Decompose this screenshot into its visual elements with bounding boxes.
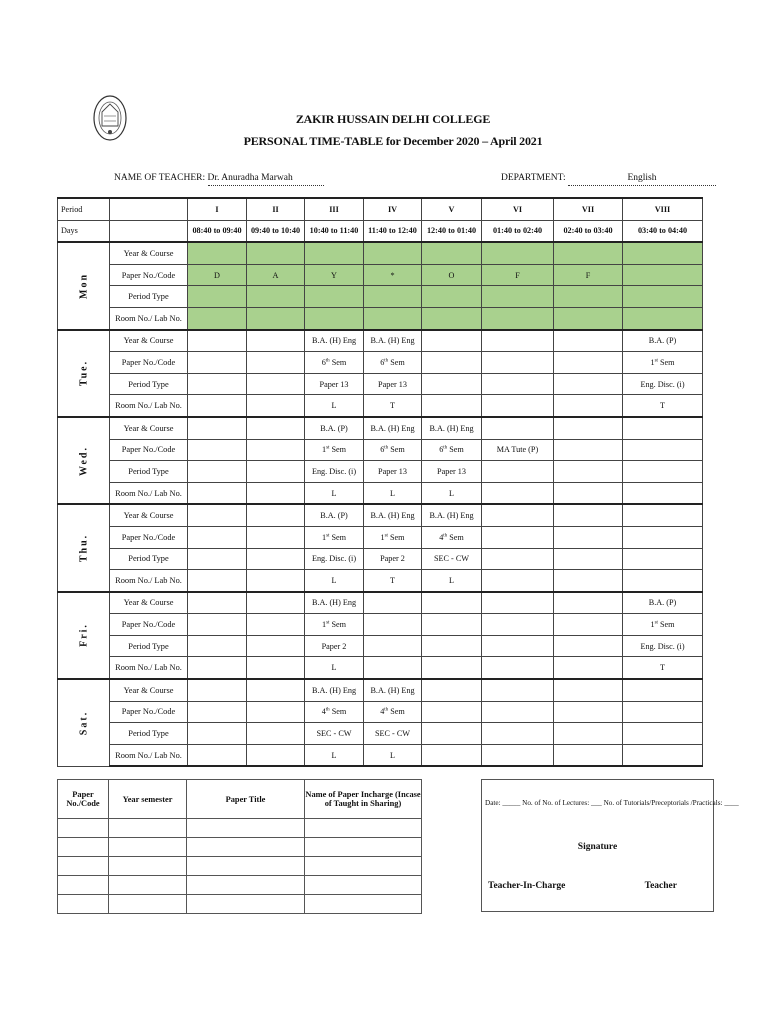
schedule-cell [247, 330, 305, 352]
schedule-cell: T [623, 657, 703, 679]
schedule-cell [554, 504, 623, 526]
schedule-cell [188, 723, 247, 745]
schedule-cell [482, 373, 554, 395]
schedule-cell [247, 657, 305, 679]
schedule-cell [247, 614, 305, 636]
schedule-cell [482, 417, 554, 439]
period-time-3: 10:40 to 11:40 [305, 220, 364, 242]
schedule-cell [554, 679, 623, 701]
schedule-cell: B.A. (P) [305, 504, 364, 526]
paper-table-row [58, 857, 422, 876]
schedule-cell [364, 286, 422, 308]
schedule-cell [482, 570, 554, 592]
paper-table-row [58, 895, 422, 914]
paper-table-header-3: Paper Title [187, 780, 305, 819]
row-label: Year & Course [110, 679, 188, 701]
paper-table-cell[interactable] [58, 819, 109, 838]
college-title: ZAKIR HUSSAIN DELHI COLLEGE [295, 112, 491, 126]
period-2: II [247, 198, 305, 220]
row-label: Period Type [110, 635, 188, 657]
paper-table-cell[interactable] [58, 857, 109, 876]
schedule-cell [554, 439, 623, 461]
paper-table-row [58, 819, 422, 838]
schedule-cell [247, 570, 305, 592]
schedule-cell [247, 723, 305, 745]
schedule-cell [188, 286, 247, 308]
schedule-cell [247, 395, 305, 417]
timetable-subtitle: PERSONAL TIME-TABLE for December 2020 – April 2021 [243, 134, 543, 148]
period-1: I [188, 198, 247, 220]
schedule-cell: L [364, 744, 422, 766]
schedule-cell [364, 307, 422, 329]
row-label: Year & Course [110, 242, 188, 264]
signature-box [481, 779, 739, 912]
schedule-cell [188, 504, 247, 526]
paper-table-cell[interactable] [305, 895, 422, 914]
lecture-count-line: Date: _____ No. of No. of Lectures: ___ No. of Tutorials/Preceptorials /Practicals: ____ [485, 799, 739, 807]
schedule-cell [482, 330, 554, 352]
schedule-cell [247, 526, 305, 548]
row-label: Paper No./Code [110, 352, 188, 374]
day-label: Thu. [78, 533, 89, 563]
schedule-cell: Eng. Disc. (i) [623, 635, 703, 657]
schedule-cell: Paper 13 [422, 461, 482, 483]
schedule-cell [623, 439, 703, 461]
schedule-cell: L [305, 482, 364, 504]
schedule-cell: 1st Sem [305, 439, 364, 461]
row-label: Period Type [110, 286, 188, 308]
schedule-cell [247, 504, 305, 526]
schedule-cell: * [364, 264, 422, 286]
paper-table-cell[interactable] [109, 857, 187, 876]
schedule-cell: D [188, 264, 247, 286]
schedule-cell [554, 592, 623, 614]
schedule-cell [623, 286, 703, 308]
schedule-cell: B.A. (H) Eng [305, 592, 364, 614]
period-header-blank [110, 198, 188, 220]
schedule-cell [482, 744, 554, 766]
schedule-cell [623, 242, 703, 264]
schedule-cell [623, 548, 703, 570]
schedule-cell [364, 614, 422, 636]
schedule-cell [247, 679, 305, 701]
schedule-cell: Paper 13 [364, 373, 422, 395]
schedule-cell [482, 286, 554, 308]
days-header-blank [110, 220, 188, 242]
schedule-cell: 1st Sem [623, 352, 703, 374]
schedule-cell [623, 526, 703, 548]
schedule-cell [482, 307, 554, 329]
schedule-cell: B.A. (H) Eng [422, 417, 482, 439]
schedule-cell [482, 526, 554, 548]
schedule-cell: Paper 2 [305, 635, 364, 657]
schedule-cell [623, 744, 703, 766]
schedule-cell [554, 723, 623, 745]
schedule-cell [305, 307, 364, 329]
teacher-label-sign: Teacher [644, 881, 677, 891]
schedule-cell: 6th Sem [305, 352, 364, 374]
schedule-cell [554, 242, 623, 264]
schedule-cell: L [364, 482, 422, 504]
row-label: Year & Course [110, 330, 188, 352]
row-label: Period Type [110, 373, 188, 395]
schedule-cell [188, 657, 247, 679]
schedule-cell [247, 352, 305, 374]
schedule-cell: T [364, 395, 422, 417]
row-label: Period Type [110, 461, 188, 483]
schedule-cell [188, 352, 247, 374]
schedule-cell: O [422, 264, 482, 286]
row-label: Paper No./Code [110, 264, 188, 286]
schedule-cell: B.A. (H) Eng [422, 504, 482, 526]
row-label: Year & Course [110, 417, 188, 439]
schedule-cell: F [482, 264, 554, 286]
row-label: Room No./ Lab No. [110, 395, 188, 417]
schedule-cell [554, 482, 623, 504]
schedule-cell [305, 286, 364, 308]
department-name: English [568, 173, 716, 186]
schedule-cell [188, 526, 247, 548]
schedule-cell: T [364, 570, 422, 592]
schedule-cell: Paper 13 [364, 461, 422, 483]
schedule-cell [554, 330, 623, 352]
schedule-cell [422, 330, 482, 352]
schedule-cell: B.A. (P) [305, 417, 364, 439]
schedule-cell [247, 286, 305, 308]
schedule-cell: B.A. (H) Eng [364, 330, 422, 352]
paper-table-cell[interactable] [187, 876, 305, 895]
schedule-cell [247, 461, 305, 483]
paper-table-cell[interactable] [58, 876, 109, 895]
schedule-cell [364, 242, 422, 264]
schedule-cell [422, 614, 482, 636]
schedule-cell [623, 264, 703, 286]
paper-table-cell[interactable] [187, 819, 305, 838]
paper-table-cell[interactable] [109, 895, 187, 914]
schedule-cell [554, 461, 623, 483]
schedule-cell: 1st Sem [364, 526, 422, 548]
schedule-cell [482, 352, 554, 374]
schedule-cell [422, 679, 482, 701]
schedule-cell [482, 482, 554, 504]
schedule-cell [554, 570, 623, 592]
schedule-cell [482, 614, 554, 636]
schedule-cell [188, 373, 247, 395]
schedule-cell [364, 635, 422, 657]
schedule-cell [482, 504, 554, 526]
day-cell-sat [58, 679, 110, 766]
period-time-6: 01:40 to 02:40 [482, 220, 554, 242]
schedule-cell [422, 352, 482, 374]
schedule-cell [482, 701, 554, 723]
period-6: VI [482, 198, 554, 220]
schedule-cell [554, 614, 623, 636]
paper-table-cell[interactable] [58, 895, 109, 914]
schedule-cell [188, 744, 247, 766]
schedule-cell [188, 570, 247, 592]
timetable-grid [57, 197, 703, 767]
schedule-cell [422, 744, 482, 766]
schedule-cell: 6th Sem [422, 439, 482, 461]
schedule-cell [623, 417, 703, 439]
row-label: Paper No./Code [110, 701, 188, 723]
period-7: VII [554, 198, 623, 220]
schedule-cell [188, 242, 247, 264]
schedule-cell [623, 307, 703, 329]
schedule-cell [188, 461, 247, 483]
schedule-cell [188, 439, 247, 461]
schedule-cell [422, 286, 482, 308]
schedule-cell: F [554, 264, 623, 286]
schedule-cell [623, 504, 703, 526]
schedule-cell [554, 744, 623, 766]
schedule-cell [422, 723, 482, 745]
row-label: Paper No./Code [110, 614, 188, 636]
schedule-cell [482, 242, 554, 264]
schedule-cell: L [305, 395, 364, 417]
schedule-cell [482, 723, 554, 745]
schedule-cell [247, 439, 305, 461]
schedule-cell [422, 373, 482, 395]
signature-label: Signature [577, 842, 618, 852]
day-label: Mon [78, 272, 89, 299]
schedule-cell: B.A. (H) Eng [364, 679, 422, 701]
schedule-cell [188, 614, 247, 636]
schedule-cell [482, 461, 554, 483]
paper-table-cell[interactable] [109, 819, 187, 838]
schedule-cell [247, 482, 305, 504]
day-label: Wed. [78, 445, 89, 476]
paper-table-cell[interactable] [187, 895, 305, 914]
schedule-cell: 1st Sem [623, 614, 703, 636]
row-label: Paper No./Code [110, 439, 188, 461]
schedule-cell [422, 307, 482, 329]
day-cell-tue [58, 330, 110, 417]
schedule-cell: 4th Sem [364, 701, 422, 723]
schedule-cell [554, 635, 623, 657]
paper-table-cell[interactable] [305, 876, 422, 895]
schedule-cell: MA Tute (P) [482, 439, 554, 461]
paper-table-cell[interactable] [58, 838, 109, 857]
day-label: Tue. [78, 360, 89, 387]
schedule-cell [422, 395, 482, 417]
schedule-cell [623, 679, 703, 701]
schedule-cell [364, 657, 422, 679]
schedule-cell: Eng. Disc. (i) [305, 461, 364, 483]
paper-table-cell[interactable] [109, 876, 187, 895]
paper-table-cell[interactable] [305, 819, 422, 838]
schedule-cell [422, 592, 482, 614]
day-cell-thu [58, 504, 110, 591]
row-label: Room No./ Lab No. [110, 307, 188, 329]
period-time-5: 12:40 to 01:40 [422, 220, 482, 242]
schedule-cell: B.A. (H) Eng [364, 417, 422, 439]
paper-table-header-2: Year semester [109, 780, 187, 819]
row-label: Room No./ Lab No. [110, 744, 188, 766]
schedule-cell [623, 701, 703, 723]
day-label: Fri. [78, 623, 89, 648]
schedule-cell [554, 548, 623, 570]
paper-table-row [58, 838, 422, 857]
schedule-cell: 6th Sem [364, 439, 422, 461]
schedule-cell [554, 657, 623, 679]
schedule-cell [482, 395, 554, 417]
schedule-cell [188, 679, 247, 701]
period-time-4: 11:40 to 12:40 [364, 220, 422, 242]
day-label: Sat. [78, 710, 89, 736]
period-header-label: Period [58, 198, 110, 220]
row-label: Period Type [110, 723, 188, 745]
schedule-cell: A [247, 264, 305, 286]
schedule-cell: Paper 13 [305, 373, 364, 395]
schedule-cell [554, 395, 623, 417]
schedule-cell [554, 701, 623, 723]
schedule-cell [422, 657, 482, 679]
teacher-name-field [114, 173, 324, 186]
paper-table-header-1: Paper No./Code [58, 780, 109, 819]
schedule-cell: 1st Sem [305, 526, 364, 548]
schedule-cell [482, 657, 554, 679]
schedule-cell: Paper 2 [364, 548, 422, 570]
paper-table-cell[interactable] [109, 838, 187, 857]
schedule-cell [623, 723, 703, 745]
schedule-cell: L [422, 482, 482, 504]
schedule-cell [364, 592, 422, 614]
row-label: Period Type [110, 548, 188, 570]
schedule-cell [554, 307, 623, 329]
schedule-cell [422, 242, 482, 264]
schedule-cell: Y [305, 264, 364, 286]
period-8: VIII [623, 198, 703, 220]
schedule-cell: B.A. (H) Eng [305, 330, 364, 352]
schedule-cell [188, 395, 247, 417]
schedule-cell [554, 417, 623, 439]
schedule-cell [305, 242, 364, 264]
department-label: DEPARTMENT: [501, 173, 566, 183]
period-time-2: 09:40 to 10:40 [247, 220, 305, 242]
row-label: Room No./ Lab No. [110, 482, 188, 504]
schedule-cell: Eng. Disc. (i) [305, 548, 364, 570]
paper-table-cell[interactable] [187, 857, 305, 876]
schedule-cell: 1st Sem [305, 614, 364, 636]
schedule-cell [188, 482, 247, 504]
schedule-cell [482, 592, 554, 614]
period-4: IV [364, 198, 422, 220]
schedule-cell [247, 635, 305, 657]
schedule-cell [623, 570, 703, 592]
schedule-cell [482, 635, 554, 657]
day-cell-wed [58, 417, 110, 504]
paper-table-cell[interactable] [305, 857, 422, 876]
schedule-cell [482, 679, 554, 701]
paper-table-header-4: Name of Paper Incharge (Incase of Taught in Sharing) [305, 780, 422, 819]
schedule-cell: L [305, 744, 364, 766]
schedule-cell [188, 701, 247, 723]
schedule-cell [247, 242, 305, 264]
paper-table-row [58, 876, 422, 895]
teacher-in-charge-label: Teacher-In-Charge [488, 881, 566, 891]
schedule-cell [554, 352, 623, 374]
schedule-cell [247, 701, 305, 723]
period-time-8: 03:40 to 04:40 [623, 220, 703, 242]
schedule-cell [422, 701, 482, 723]
schedule-cell [554, 373, 623, 395]
period-time-7: 02:40 to 03:40 [554, 220, 623, 242]
schedule-cell [188, 635, 247, 657]
row-label: Room No./ Lab No. [110, 657, 188, 679]
schedule-cell [188, 330, 247, 352]
schedule-cell: B.A. (H) Eng [305, 679, 364, 701]
schedule-cell [247, 548, 305, 570]
schedule-cell: SEC - CW [305, 723, 364, 745]
schedule-cell [422, 635, 482, 657]
schedule-cell [188, 592, 247, 614]
schedule-cell [188, 548, 247, 570]
day-cell-fri [58, 592, 110, 679]
row-label: Year & Course [110, 592, 188, 614]
period-5: V [422, 198, 482, 220]
schedule-cell [623, 461, 703, 483]
day-cell-mon [58, 242, 110, 329]
schedule-cell [188, 307, 247, 329]
period-3: III [305, 198, 364, 220]
schedule-cell: L [422, 570, 482, 592]
schedule-cell: 4th Sem [305, 701, 364, 723]
schedule-cell: 6th Sem [364, 352, 422, 374]
schedule-cell: SEC - CW [422, 548, 482, 570]
teacher-name: Dr. Anuradha Marwah [208, 173, 324, 186]
schedule-cell: B.A. (P) [623, 330, 703, 352]
schedule-cell: L [305, 570, 364, 592]
schedule-cell: L [305, 657, 364, 679]
schedule-cell [482, 548, 554, 570]
department-field [501, 173, 716, 186]
schedule-cell: B.A. (P) [623, 592, 703, 614]
schedule-cell [554, 526, 623, 548]
schedule-cell [247, 307, 305, 329]
schedule-cell: B.A. (H) Eng [364, 504, 422, 526]
days-header-label: Days [58, 220, 110, 242]
schedule-cell [188, 417, 247, 439]
paper-details-table [57, 779, 422, 914]
schedule-cell [623, 482, 703, 504]
paper-table-cell[interactable] [305, 838, 422, 857]
schedule-cell: SEC - CW [364, 723, 422, 745]
schedule-cell [554, 286, 623, 308]
schedule-cell: 4th Sem [422, 526, 482, 548]
row-label: Paper No./Code [110, 526, 188, 548]
schedule-cell: T [623, 395, 703, 417]
schedule-cell [247, 592, 305, 614]
row-label: Room No./ Lab No. [110, 570, 188, 592]
schedule-cell [247, 373, 305, 395]
row-label: Year & Course [110, 504, 188, 526]
schedule-cell: Eng. Disc. (i) [623, 373, 703, 395]
period-time-1: 08:40 to 09:40 [188, 220, 247, 242]
teacher-label: NAME OF TEACHER: [114, 173, 206, 183]
paper-table-cell[interactable] [187, 838, 305, 857]
schedule-cell [247, 417, 305, 439]
schedule-cell [247, 744, 305, 766]
